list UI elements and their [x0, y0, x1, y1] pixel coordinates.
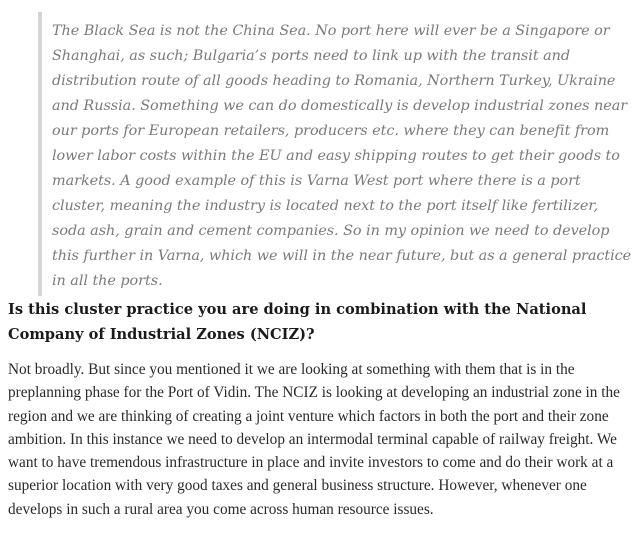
pull-quote-text: The Black Sea is not the China Sea. No port here will ever be a Singapore or Shanghai, as such; Bulgaria’s ports need to link up with the transit and distribution route of all goods heading to Romania, Northern Turkey, Ukraine and Russia. Something we can do domestically is develop industrial zones near our ports for European retailers, producers etc. where they can benefit from lower labor costs within the EU and easy shipping routes to get their goods to markets. A good example of this is Varna West port where there is a port cluster, meaning the industry is located next to the port itself like fertilizer, soda ash, grain and cement companies. So in my opinion we need to develop this further in Varna, which we will in the near future, but as a general practice in all the ports.	[52, 23, 632, 289]
interview-answer: Not broadly. But since you mentioned it we are looking at something with them that is in the preplanning phase for the Port of Vidin. The NCIZ is looking at developing an industrial zone in the region and we are thinking of creating a joint venture which factors in both the port and their zone ambition. In this instance we need to develop an intermodal terminal capable of railway freight. We want to have tremendous infrastructure in place and invite investors to come and do their work at a superior location with very good taxes and general business structure. However, whenever one develops in such a rural area you come across human resource issues.	[8, 361, 620, 518]
interview-question: Is this cluster practice you are doing in combination with the National Company of Industrial Zones (NCIZ)?	[8, 301, 587, 343]
pull-quote	[38, 12, 632, 296]
